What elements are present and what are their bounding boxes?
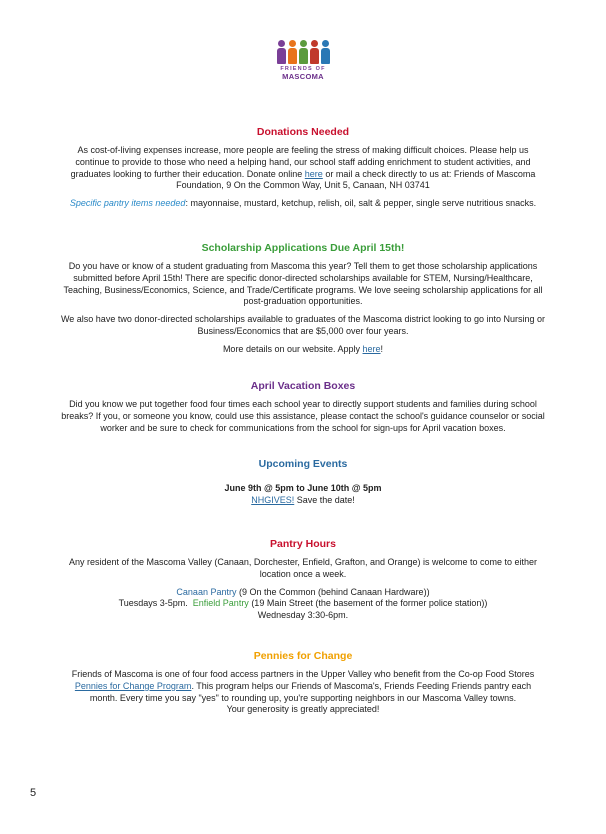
canaan-pantry-label: Canaan Pantry <box>176 586 237 597</box>
donate-online-link[interactable]: here <box>304 168 323 179</box>
pennies-section <box>60 650 546 716</box>
event-note: NHGIVES! Save the date! <box>251 494 355 505</box>
pantry-locations: Canaan Pantry (9 On the Common (behind Canaan Hardware)) Tuesdays 3-5pm. Enfield Pantry (19 Main Street (the basement of the former police station)) Wednesday 3:30-6pm. <box>118 586 488 621</box>
vacation-section <box>60 380 546 434</box>
event-date: June 9th @ 5pm to June 10th @ 5pm <box>224 483 382 493</box>
scholarship-p2: We also have two donor-directed scholarships available to graduates of the Mascoma district looking to go into Nursing or Business/Economics that are $5,000 over four years. <box>60 314 546 336</box>
vacation-heading: April Vacation Boxes <box>250 380 356 392</box>
donations-section <box>60 126 546 210</box>
events-section <box>60 458 546 507</box>
scholarship-p1: Do you have or know of a student graduating from Mascoma this year? Tell them to get those scholarship applications submitted before April 15th! There are specific donor-directed scholarships available for STEM, Nursing/Healthcare, Teaching, Business/Economics, Science, and Trade/Certificate programs. We love seeing scholarship applications for all post-graduation opportunities. <box>63 261 543 307</box>
scholarship-section <box>60 242 546 356</box>
friends-of-mascoma-logo <box>268 40 338 81</box>
scholarship-heading: Scholarship Applications Due April 15th! <box>201 242 405 254</box>
enfield-pantry-label: Enfield Pantry <box>192 598 249 609</box>
logo-top-text: FRIENDS OF <box>280 66 326 72</box>
pennies-for-change-link[interactable]: Pennies for Change Program <box>74 680 192 691</box>
donations-heading: Donations Needed <box>256 126 350 138</box>
events-heading: Upcoming Events <box>258 458 348 470</box>
logo-name: MASCOMA <box>282 72 324 81</box>
vacation-body: Did you know we put together food four times each school year to directly support students and families during school breaks? If you, or someone you know, could use this assistance, please contact the school's guidance counselor or social worker and be sure to check for communications from the school for sign-ups for April vacation boxes. <box>61 399 545 433</box>
pennies-heading: Pennies for Change <box>253 650 353 662</box>
closing-line: Your generosity is greatly appreciated! <box>226 704 380 715</box>
pantry-items-needed: Specific pantry items needed: mayonnaise, mustard, ketchup, relish, oil, salt & pepper, single serve nutritious snacks. <box>69 198 537 209</box>
pantry-heading: Pantry Hours <box>270 538 336 550</box>
page-number: 5 <box>30 787 37 799</box>
pennies-body: Friends of Mascoma is one of four food access partners in the Upper Valley who benefit from the Co-op Food Stores Pennies for Change Program. This program helps our Friends of Mascoma's, Friends Feeding Friends pantry each month. Every time you say "yes" to rounding up, you're supporting neighbors in our Mascoma Valley towns. Your generosity is greatly appreciated! <box>71 669 535 715</box>
people-figures-icon <box>268 40 338 64</box>
apply-here-link[interactable]: here <box>362 343 381 354</box>
donations-body: As cost-of-living expenses increase, more people are feeling the stress of making difficult choices. Please help us continue to provide to those who need a helping hand, our school staff adding enrichment to student activities, and graduates looking to further their education. Donate online here or mail a check directly to us at: Friends of Mascoma Foundation, 9 On the Common Way, Unit 5, Canaan, NH 03741 <box>70 145 536 191</box>
nhgives-link[interactable]: NHGIVES! <box>251 494 295 505</box>
scholarship-p3: More details on our website. Apply here! <box>222 343 384 354</box>
pantry-intro: Any resident of the Mascoma Valley (Canaan, Dorchester, Enfield, Grafton, and Orange) is welcome to come to either location once a week. <box>68 557 538 579</box>
pantry-section <box>60 538 546 622</box>
